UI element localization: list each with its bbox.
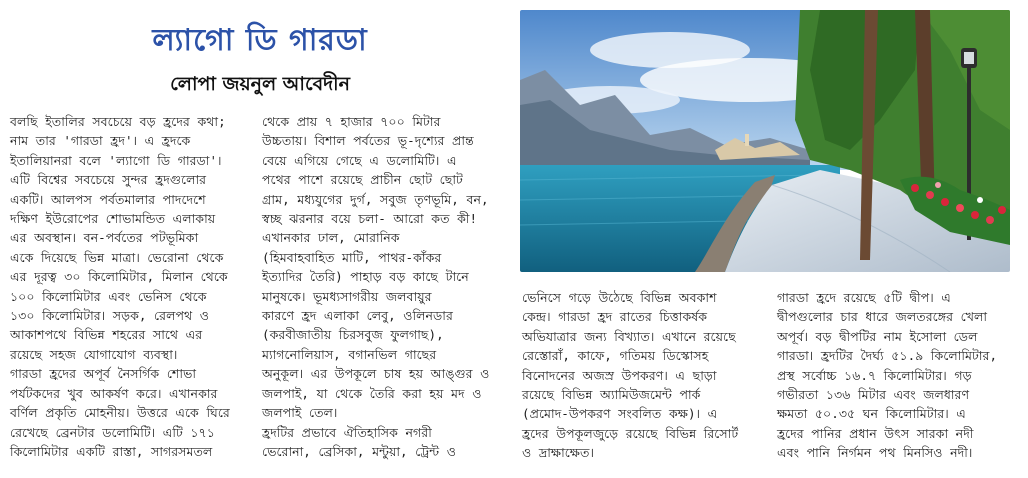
text-line: ভেনিসে গড়ে উঠেছে বিভিন্ন অবকাশ	[522, 290, 717, 305]
text-line: ম্যাগনোলিয়াস, বগানভিল গাছের	[262, 346, 437, 362]
text-line: গভীরতা ১৩৬ মিটার এবং জলধারণ	[777, 387, 970, 403]
text-line: মানুষকে। ভূমধ্যসাগরীয় জলবায়ুর	[262, 288, 432, 304]
text-line: কেন্দ্র। গারডা হ্রদ রাতের চিত্তাকর্ষক	[522, 309, 708, 325]
text-line: থেকে প্রায় ৭ হাজার ৭০০ মিটার	[262, 114, 441, 129]
text-line: গারডা হ্রদে রয়েছে ৫টি দ্বীপ। এ	[777, 290, 951, 305]
text-line: দক্ষিণ ইউরোপের শোভামন্ডিত এলাকায়	[10, 211, 216, 227]
text-line: জলপাই তেল।	[262, 405, 338, 421]
text-line: বর্ণিল প্রকৃতি মোহনীয়। উত্তরে একে ঘিরে	[10, 405, 230, 421]
text-line: এর দূরত্ব ৩০ কিলোমিটার, মিলান থেকে	[10, 269, 228, 285]
text-line: ইত্যাদির তৈরি) পাহাড় বড় কাছে টানে	[262, 269, 469, 285]
text-line: দ্বীপগুলোর চার ধারে জলতরঙ্গের খেলা	[777, 309, 988, 325]
text-line: এবং পানি নির্গমন পথ মিনসিও নদী।	[777, 445, 973, 461]
text-line: ১০০ কিলোমিটার এবং ভেনিস থেকে	[10, 288, 207, 304]
text-line: এটি বিশ্বের সবচেয়ে সুন্দর হ্রদগুলোর	[10, 172, 207, 188]
text-line: (করবীজাতীয় চিরসবুজ ফুলগাছ),	[262, 327, 444, 343]
article-title: ল্যাগো ডি গারডা	[152, 23, 368, 58]
text-line: নাম তার 'গারডা হ্রদ'। এ হ্রদকে	[10, 133, 191, 149]
text-line: হ্রদের উপকূলজুড়ে রয়েছে বিভিন্ন রিসোর্ট	[522, 425, 739, 441]
text-line: স্বচ্ছ ঝরনার বয়ে চলা- আরো কত কী!	[262, 211, 478, 227]
text-line: অভিযাত্রার জন্য বিখ্যাত। এখানে রয়েছে	[522, 328, 736, 344]
text-line: গারডা। হ্রদটির দৈর্ঘ্য ৫১.৯ কিলোমিটার,	[777, 348, 998, 364]
text-line: কারণে হ্রদ এলাকা লেবু, ওলিনডার	[262, 308, 453, 324]
text-line: একে দিয়েছে ভিন্ন মাত্রা। ভেরোনা থেকে	[10, 249, 224, 265]
text-line: একটি। আলপস পর্বতমালার পাদদেশে	[10, 191, 206, 207]
text-line: প্রস্থ সর্বোচ্চ ১৬.৭ কিলোমিটার। গড়	[777, 367, 972, 383]
text-column-1	[10, 112, 255, 461]
text-line: পথের পাশে রয়েছে প্রাচীন ছোট ছোট	[262, 172, 463, 188]
text-column-4	[777, 288, 1022, 463]
text-line: রেস্তোরাঁ, কাফে, গতিময় ডিস্কোসহ	[522, 348, 709, 364]
text-line: ও দ্রাক্ষাক্ষেত।	[522, 445, 594, 461]
text-line: ক্ষমতা ৫০.৩৫ ঘন কিলোমিটার। এ	[777, 406, 966, 422]
text-line: ১৩০ কিলোমিটার। সড়ক, রেলপথ ও	[10, 308, 210, 324]
text-line: কিলোমিটার একটি রাস্তা, সাগরসমতল	[10, 443, 213, 459]
text-line: হ্রদের পানির প্রধান উৎস সারকা নদী	[777, 425, 974, 441]
text-line: বলছি ইতালির সবচেয়ে বড় হ্রদের কথা;	[10, 114, 226, 129]
text-line: আকাশপথে বিভিন্ন শহরের সাথে এর	[10, 327, 203, 343]
author-byline: লোপা জয়নুল আবেদীন	[170, 73, 350, 95]
text-line: ইতালিয়ানরা বলে 'ল্যাগো ডি গারডা'।	[10, 152, 222, 168]
text-line: গারডা হ্রদের অপূর্ব নৈসর্গিক শোভা	[10, 366, 197, 382]
text-line: এর অবস্থান। বন-পর্বতের পটভূমিকা	[10, 230, 199, 246]
text-line: বেয়ে এগিয়ে গেছে এ ডলোমিটি। এ	[262, 152, 457, 168]
text-line: (প্রমোদ-উপকরণ সংবলিত কক্ষ)। এ	[522, 406, 718, 422]
text-column-3	[522, 288, 770, 463]
text-line: রয়েছে বিভিন্ন অ্যামিউজমেন্ট পার্ক	[522, 387, 701, 403]
lake-garda-photo	[520, 10, 1010, 272]
text-line: অনুকূল। এর উপকূলে চাষ হয় আঙ্গুর ও	[262, 366, 490, 382]
text-line: রেখেছে ব্রেনটার ডলোমিটি। এটি ১৭১	[10, 424, 215, 440]
text-line: অপূর্ব। বড় দ্বীপটির নাম ইসোলা ডেল	[777, 328, 978, 344]
text-line: পর্যটকদের খুব আকর্ষণ করে। এখানকার	[10, 385, 218, 401]
text-line: (হিমবাহবাহিত মাটি, পাথর-কাঁকর	[262, 249, 442, 265]
text-line: এখানকার ঢাল, মোরানিক	[262, 230, 400, 246]
text-line: জলপাই, যা থেকে তৈরি করা হয় মদ ও	[262, 385, 482, 401]
text-line: রয়েছে সহজ যোগাযোগ ব্যবস্থা।	[10, 346, 178, 362]
text-line: গ্রাম, মধ্যযুগের দুর্গ, সবুজ তৃণভূমি, বন,	[262, 191, 489, 207]
text-line: বিনোদনের অজস্র উপকরণ। এ ছাড়া	[522, 367, 717, 383]
text-line: উচ্চতায়। বিশাল পর্বতের ভূ-দৃশ্যের প্রান্ত	[262, 133, 474, 149]
text-line: ভেরোনা, ব্রেসিকা, মন্টুয়া, ট্রেন্ট ও	[262, 443, 457, 459]
text-column-2	[262, 112, 516, 461]
text-line: হ্রদটির প্রভাবে ঐতিহাসিক নগরী	[262, 424, 432, 440]
